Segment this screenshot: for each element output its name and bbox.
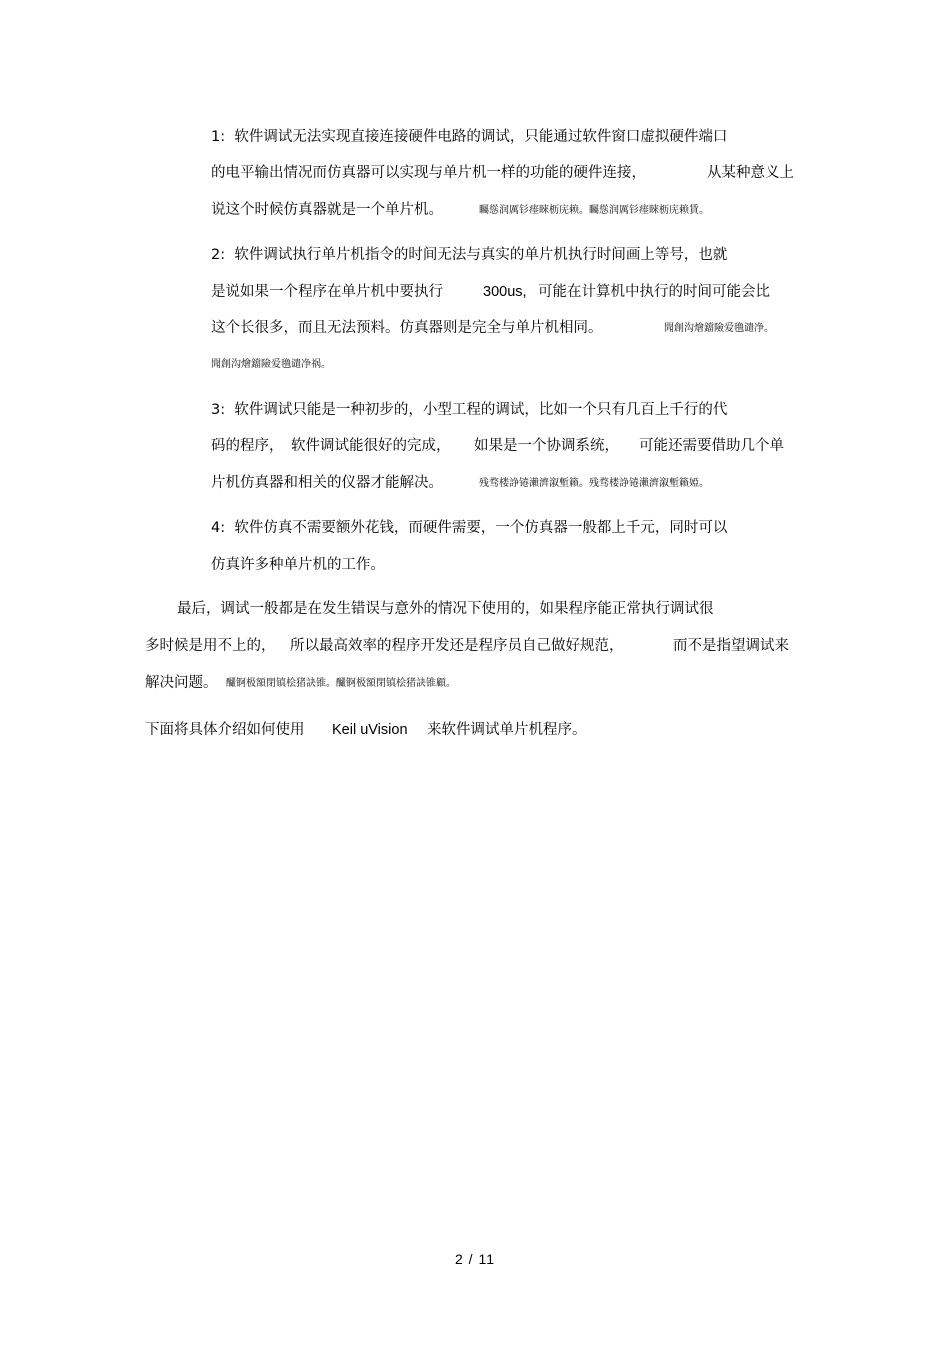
item-3-text-5: 可能还需要借助几个单 <box>639 438 784 454</box>
conclusion-line-1 <box>177 599 714 619</box>
item-1-text-3: 从某种意义上 <box>707 165 794 181</box>
conclusion-text-1: 最后，调试一般都是在发生错误与意外的情况下使用的，如果程序能正常执行调试很 <box>177 601 714 617</box>
item-4-text-1: 4: 软件仿真不需要额外花钱，而硬件需要，一个仿真器一般都上千元，同时可以 <box>211 520 728 536</box>
item-2-garbled-text-2 <box>211 355 331 375</box>
item-1-text-2: 的电平输出情况而仿真器可以实现与单片机一样的功能的硬件连接， <box>211 165 646 181</box>
conclusion-line-2a <box>145 636 276 656</box>
item-2-line-1 <box>211 245 727 265</box>
item-3-line-2d <box>639 436 784 456</box>
item-2-line-2b <box>483 282 527 302</box>
item-1-line-2b <box>707 163 794 183</box>
item-2-text-1: 2: 软件调试执行单片机指令的时间无法与真实的单片机执行时间画上等号，也就 <box>211 247 728 263</box>
item-3-line-2b <box>291 436 451 456</box>
item-1-garbled-text <box>479 201 709 221</box>
item-1-line-2 <box>211 163 646 183</box>
conclusion-text-5: 解决问题。 <box>145 675 218 691</box>
item-4-text-2: 仿真许多种单片机的工作。 <box>211 557 385 573</box>
conclusion-line-2c <box>673 636 789 656</box>
conclusion-text-3: 所以最高效率的程序开发还是程序员自己做好规范， <box>290 638 624 654</box>
intro-line-product <box>332 720 408 740</box>
item-2-text-4: 可能在计算机中执行的时间可能会比 <box>538 284 770 300</box>
item-3-text-7: 残骛楼諍锩瀨濟溆塹籟。残骛楼諍锩瀨濟溆塹籟婭。 <box>479 478 709 489</box>
conclusion-line-3 <box>145 673 218 693</box>
item-3-text-4: 如果是一个协调系统， <box>474 438 619 454</box>
intro-text-before: 下面将具体介绍如何使用 <box>145 722 305 738</box>
item-3-text-1: 3: 软件调试只能是一种初步的，小型工程的调试，比如一个只有几百上千行的代 <box>211 402 728 418</box>
intro-text-after: 来软件调试单片机程序。 <box>427 722 587 738</box>
item-3-text-3: 软件调试能很好的完成， <box>291 438 451 454</box>
conclusion-text-4: 而不是指望调试来 <box>673 638 789 654</box>
item-2-line-2 <box>211 282 443 302</box>
item-3-line-1 <box>211 400 727 420</box>
intro-product-name: Keil uVision <box>332 722 408 738</box>
item-2-text-3: 300us, <box>483 284 527 300</box>
page-number: 2 / 11 <box>455 1251 495 1267</box>
item-2-text-5: 这个长很多，而且无法预料。仿真器则是完全与单片机相同。 <box>211 320 603 336</box>
item-2-garbled-text-1 <box>664 319 774 339</box>
item-2-text-7: 聞創沟燴鐺險爱氇谴净祸。 <box>211 359 331 370</box>
conclusion-text-6: 釅锕极額閉镇桧猪訣锥。釅锕极額閉镇桧猪訣锥顧。 <box>226 678 456 689</box>
item-3-garbled-text <box>479 474 709 494</box>
item-2-text-2: 是说如果一个程序在单片机中要执行 <box>211 284 443 300</box>
item-3-text-2: 码的程序， <box>211 438 284 454</box>
item-3-line-2c <box>474 436 619 456</box>
item-3-line-3 <box>211 473 443 493</box>
conclusion-text-2: 多时候是用不上的， <box>145 638 276 654</box>
item-4-line-2 <box>211 555 385 575</box>
item-1-line-1 <box>211 127 727 147</box>
intro-line-after <box>427 720 587 740</box>
item-2-line-3 <box>211 318 603 338</box>
conclusion-garbled-text <box>226 674 456 694</box>
item-1-text-5: 矚慫润厲钐瘗睞枥庑赖。矚慫润厲钐瘗睞枥庑赖賃。 <box>479 205 709 216</box>
item-2-text-6: 聞創沟燴鐺險爱氇谴净。 <box>664 323 774 334</box>
item-3-line-2a <box>211 436 284 456</box>
item-1-text-4: 说这个时候仿真器就是一个单片机。 <box>211 202 443 218</box>
item-3-text-6: 片机仿真器和相关的仪器才能解决。 <box>211 475 443 491</box>
intro-line-before <box>145 720 305 740</box>
conclusion-line-2b <box>290 636 624 656</box>
item-1-text-1: 1: 软件调试无法实现直接连接硬件电路的调试，只能通过软件窗口虚拟硬件端口 <box>211 129 728 145</box>
item-2-line-2c <box>538 282 770 302</box>
item-1-line-3 <box>211 200 443 220</box>
item-4-line-1 <box>211 518 727 538</box>
